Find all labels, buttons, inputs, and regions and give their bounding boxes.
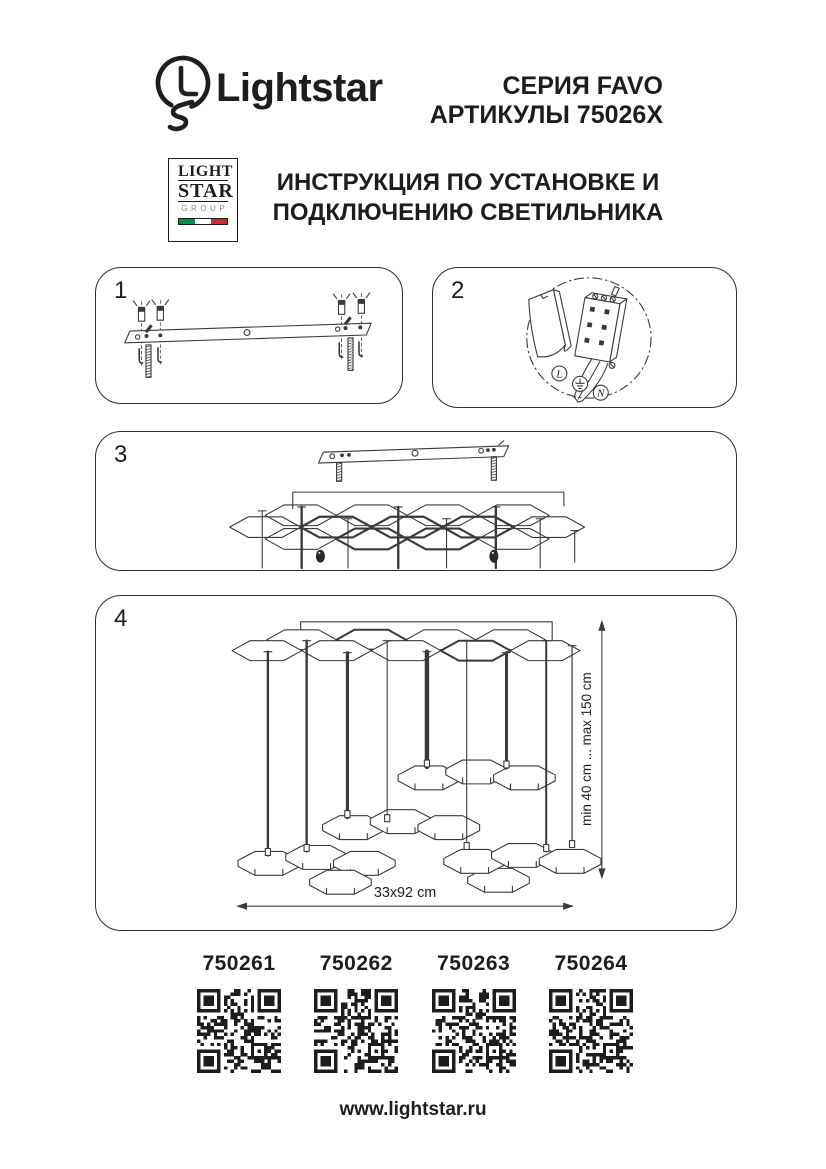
step-1-illustration — [96, 268, 402, 403]
drop-range-label: min 40 cm ... max 150 cm — [578, 672, 594, 826]
article-750263 — [432, 952, 516, 1073]
italian-flag-stripe — [178, 218, 228, 225]
qr-code-750263 — [432, 989, 516, 1073]
wire-label-neutral: N — [597, 387, 605, 400]
lightstar-group-logo — [168, 158, 238, 242]
step-1-panel — [95, 267, 403, 404]
footprint-label: 33x92 cm — [373, 885, 437, 902]
step-3-panel — [95, 431, 737, 571]
website-url: www.lightstar.ru — [339, 1099, 487, 1120]
wire-label-line: L — [556, 368, 563, 381]
article-code: 750261 — [202, 952, 276, 975]
step-2-panel — [432, 267, 737, 408]
step-3-number: 3 — [114, 441, 128, 468]
group-logo-word2: STAR — [178, 180, 234, 202]
page-title-line2: ПОДКЛЮЧЕНИЮ СВЕТИЛЬНИКА — [272, 199, 664, 226]
lightstar-bulb-icon — [150, 50, 216, 146]
page-title — [258, 168, 678, 228]
series-block — [430, 72, 663, 130]
brand-wordmark: Lightstar — [216, 66, 383, 110]
series-name: СЕРИЯ FAVO — [502, 72, 663, 100]
step-4-panel — [95, 595, 737, 931]
qr-code-750262 — [314, 989, 398, 1073]
step-2-number: 2 — [451, 277, 465, 304]
article-code: 750262 — [319, 952, 393, 975]
article-750261 — [197, 952, 281, 1073]
page-title-line1: ИНСТРУКЦИЯ ПО УСТАНОВКЕ И — [276, 169, 660, 196]
articles-line: АРТИКУЛЫ 75026X — [429, 101, 663, 129]
step-4-number: 4 — [114, 605, 128, 632]
step-1-number: 1 — [114, 277, 128, 304]
article-750264 — [549, 952, 633, 1073]
step-3-illustration — [96, 432, 736, 570]
step-4-illustration — [96, 596, 736, 930]
step-2-illustration — [433, 268, 736, 407]
qr-code-750261 — [197, 989, 281, 1073]
article-code: 750263 — [437, 952, 511, 975]
qr-code-750264 — [549, 989, 633, 1073]
article-code: 750264 — [554, 952, 628, 975]
article-list — [197, 952, 633, 1073]
group-logo-word3: GROUP — [181, 204, 229, 213]
group-logo-word1: LIGHT — [178, 163, 233, 180]
article-750262 — [314, 952, 398, 1073]
